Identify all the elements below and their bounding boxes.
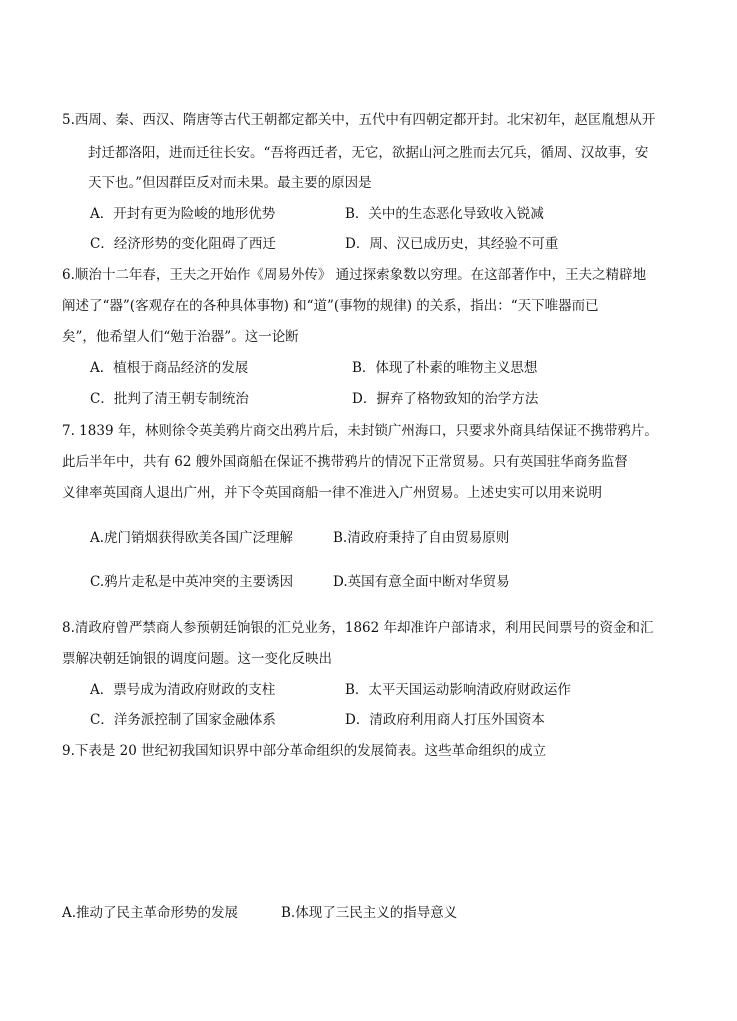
question-8-option-d: D．清政府利用商人打压外国资本 — [345, 712, 545, 728]
question-8-option-a: A．票号成为清政府财政的支柱 — [90, 682, 276, 698]
question-6-line-1: 6.顺治十二年春，王夫之开始作《周易外传》 通过探索象数以穷理。在这部著作中，王夫之精辟地 — [62, 267, 647, 283]
question-7-option-c: C.鸦片走私是中英冲突的主要诱因 — [90, 574, 294, 590]
question-6-line-3: 矣”，他希望人们“勉于治器”。这一论断 — [62, 329, 299, 345]
question-9-option-a: A.推动了民主革命形势的发展 — [62, 905, 239, 921]
question-9-option-b: B.体现了三民主义的指导意义 — [281, 905, 458, 921]
question-5-option-d: D．周、汉已成历史，其经验不可重 — [345, 236, 559, 252]
question-6-option-a: A．植根于商品经济的发展 — [90, 360, 249, 376]
question-5-line-3: 天下也。”但因群臣反对而未果。最主要的原因是 — [88, 175, 372, 191]
question-8-option-b: B．太平天国运动影响清政府财政运作 — [345, 682, 571, 698]
question-7-line-1: 7. 1839 年，林则徐令英美鸦片商交出鸦片后，未封锁广州海口，只要求外商具结保证不携带鸦片。 — [62, 423, 658, 439]
question-5-option-b: B．关中的生态恶化导致收入锐减 — [345, 206, 544, 222]
question-8-line-1: 8.清政府曾严禁商人参预朝廷饷银的汇兑业务，1862 年却准许户部请求，利用民间票号的资金和汇 — [62, 620, 654, 636]
question-6-line-2: 阐述了“器”(客观存在的各种具体事物) 和“道”(事物的规律) 的关系，指出：“天下唯器而已 — [62, 298, 599, 314]
question-7-line-3: 义律率英国商人退出广州，并下令英国商船一律不准进入广州贸易。上述史实可以用来说明 — [62, 485, 602, 501]
question-5-line-2: 封迁都洛阳，进而迁往长安。“吾将西迁者，无它，欲据山河之胜而去冗兵，循周、汉故事，安 — [88, 145, 649, 161]
question-5-option-a: A．开封有更为险峻的地形优势 — [90, 206, 276, 222]
question-7-option-a: A.虎门销烟获得欧美各国广泛理解 — [90, 530, 294, 546]
question-7-line-2: 此后半年中，共有 62 艘外国商船在保证不携带鸦片的情况下正常贸易。只有英国驻华商务监督 — [62, 454, 628, 470]
question-5-option-c: C．经济形势的变化阻碍了西迁 — [90, 236, 276, 252]
question-6-option-d: D．摒弃了格物致知的治学方法 — [352, 391, 539, 407]
question-8-option-c: C．洋务派控制了国家金融体系 — [90, 712, 276, 728]
table-placeholder-space — [62, 770, 672, 890]
question-8-line-2: 票解决朝廷饷银的调度问题。这一变化反映出 — [62, 651, 332, 667]
question-9-line-1: 9.下表是 20 世纪初我国知识界中部分革命组织的发展简表。这些革命组织的成立 — [62, 743, 547, 759]
question-7-option-d: D.英国有意全面中断对华贸易 — [333, 574, 510, 590]
question-6-option-c: C．批判了清王朝专制统治 — [90, 391, 249, 407]
question-5-line-1: 5.西周、秦、西汉、隋唐等古代王朝都定都关中，五代中有四朝定都开封。北宋初年，赵匡胤想从开 — [62, 112, 656, 128]
question-7-option-b: B.清政府秉持了自由贸易原则 — [333, 530, 510, 546]
question-6-option-b: B．体现了朴素的唯物主义思想 — [352, 360, 538, 376]
